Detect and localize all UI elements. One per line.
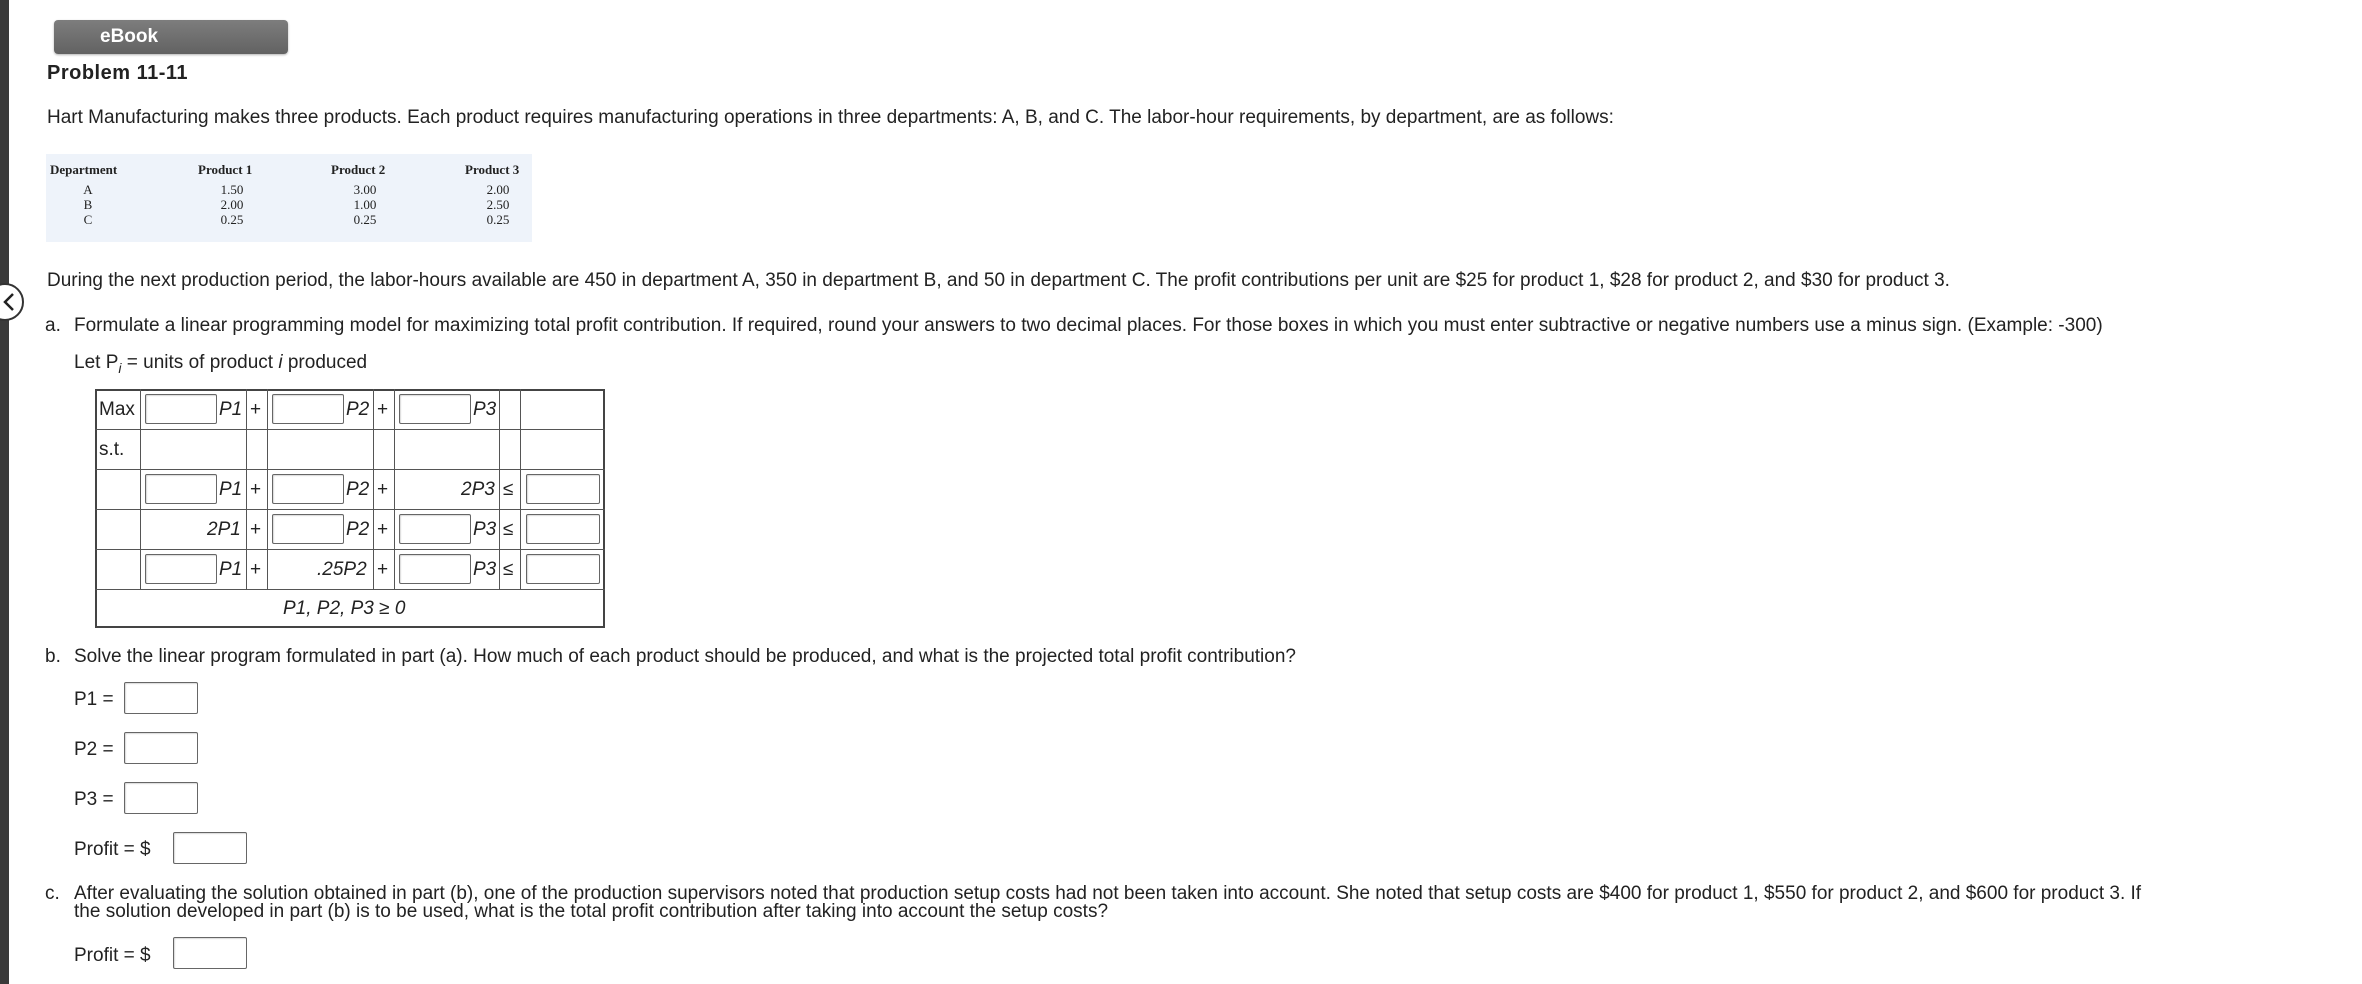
c2-rhs-input[interactable] [526, 514, 600, 544]
c1-p1-var: P1 [219, 479, 243, 500]
profit-b-input[interactable] [173, 832, 247, 864]
plus-sign: + [250, 519, 262, 540]
profit-c-input[interactable] [173, 937, 247, 969]
c1-p2-var: P2 [346, 479, 370, 500]
plus-sign: + [377, 399, 389, 420]
header-department: Department [50, 162, 118, 177]
p1-answer-input[interactable] [124, 682, 198, 714]
part-a-text: Formulate a linear programming model for maximizing total profit contribution. If required, round your answers to two decimal places. For those boxes in which you must enter subtractive or negative numbers use a minus sign. (Example: -300) [74, 315, 2103, 336]
p3-dept-c: 0.25 [486, 212, 510, 227]
c2-p1-term: 2P1 [207, 519, 241, 540]
chevron-left-icon [2, 292, 16, 312]
nonnegativity-constraint: P1, P2, P3 ≥ 0 [283, 598, 406, 619]
plus-sign: + [250, 479, 262, 500]
ebook-button[interactable]: eBook [54, 20, 288, 54]
header-product-1: Product 1 [198, 162, 253, 177]
c2-coef-p3-input[interactable] [399, 514, 471, 544]
header-product-3: Product 3 [465, 162, 520, 177]
collapse-panel-button[interactable] [0, 283, 24, 321]
max-coef-p1-input[interactable] [145, 394, 217, 424]
max-p2-var: P2 [346, 399, 370, 420]
max-coef-p2-input[interactable] [272, 394, 344, 424]
c1-rhs-input[interactable] [526, 474, 600, 504]
p1-dept-b: 2.00 [220, 197, 244, 212]
header-product-2: Product 2 [331, 162, 386, 177]
c2-p2-var: P2 [346, 519, 370, 540]
st-label: s.t. [99, 439, 125, 460]
profit-b-label: Profit = $ [74, 839, 151, 860]
plus-sign: + [377, 559, 389, 580]
p2-dept-b: 1.00 [353, 197, 377, 212]
p2-answer-input[interactable] [124, 732, 198, 764]
p3-answer-label: P3 = [74, 789, 114, 810]
product-1-column [212, 182, 252, 227]
dept-c: C [83, 212, 93, 227]
max-p3-var: P3 [473, 399, 497, 420]
p3-answer-input[interactable] [124, 782, 198, 814]
c1-coef-p2-input[interactable] [272, 474, 344, 504]
plus-sign: + [377, 519, 389, 540]
c3-coef-p3-input[interactable] [399, 554, 471, 584]
max-coef-p3-input[interactable] [399, 394, 471, 424]
part-c-text-line2: the solution developed in part (b) is to be used, what is the total profit contribution after taking into account the setup costs? [74, 901, 1109, 922]
c3-p3-var: P3 [473, 559, 497, 580]
c3-rhs-input[interactable] [526, 554, 600, 584]
c1-p3-term: 2P3 [461, 479, 495, 500]
c3-coef-p1-input[interactable] [145, 554, 217, 584]
dept-a: A [83, 182, 93, 197]
c2-p3-var: P3 [473, 519, 497, 540]
part-b-label: b. [45, 646, 61, 667]
part-c-text-line1: After evaluating the solution obtained in part (b), one of the production supervisors noted that production setup costs had not been taken into account. She noted that setup costs are $400 for product 1, $550 for product 2, and $600 for product 3. If [74, 883, 2142, 904]
problem-title: Problem 11-11 [47, 62, 189, 84]
product-3-column [478, 182, 518, 227]
c3-p2-term: .25P2 [317, 559, 367, 580]
p1-dept-c: 0.25 [220, 212, 244, 227]
c3-p1-var: P1 [219, 559, 243, 580]
labor-hours-table [46, 154, 532, 242]
period-paragraph: During the next production period, the labor-hours available are 450 in department A, 350 in department B, and 50 in department C. The profit contributions per unit are $25 for product 1, $28 for product 2, and $30 for product 3. [47, 270, 1950, 291]
p1-answer-label: P1 = [74, 689, 114, 710]
product-2-column [345, 182, 385, 227]
profit-c-label: Profit = $ [74, 945, 151, 966]
plus-sign: + [377, 479, 389, 500]
plus-sign: + [250, 559, 262, 580]
dept-b: B [83, 197, 93, 212]
max-p1-var: P1 [219, 399, 243, 420]
leq-sign: ≤ [503, 479, 514, 500]
p3-dept-a: 2.00 [486, 182, 510, 197]
max-label: Max [99, 399, 135, 420]
p3-dept-b: 2.50 [486, 197, 510, 212]
c1-coef-p1-input[interactable] [145, 474, 217, 504]
p2-answer-label: P2 = [74, 739, 114, 760]
plus-sign: + [250, 399, 262, 420]
p2-dept-c: 0.25 [353, 212, 377, 227]
let-statement: Let $P_i$ = units of product i produced [74, 352, 368, 376]
part-b-text: Solve the linear program formulated in part (a). How much of each product should be produced, and what is the projected total profit contribution? [74, 646, 1296, 667]
part-a-label: a. [45, 315, 61, 336]
p2-dept-a: 3.00 [353, 182, 377, 197]
leq-sign: ≤ [503, 559, 514, 580]
part-c-label: c. [45, 883, 60, 904]
leq-sign: ≤ [503, 519, 514, 540]
left-sidebar-bar [0, 0, 9, 984]
intro-paragraph: Hart Manufacturing makes three products. Each product requires manufacturing operations in three departments: A, B, and C. The labor-hour requirements, by department, are as follows: [47, 107, 1614, 128]
p1-dept-a: 1.50 [220, 182, 244, 197]
department-column [78, 182, 98, 227]
c2-coef-p2-input[interactable] [272, 514, 344, 544]
